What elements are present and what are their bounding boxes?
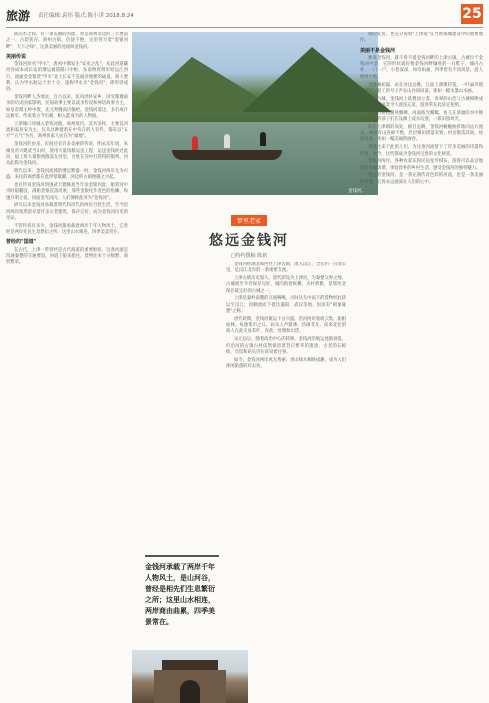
paragraph: 如今，金钱河两岸风光秀丽，青山绿水相映成趣，成为人们休闲旅游的好去处。 — [226, 357, 346, 369]
page-number-badge: 25 — [462, 6, 482, 22]
paragraph: 上津是秦岭南麓的交通咽喉，古时从关中南下的货物经此转运至汉江，再顺流而下抵达襄阳、武汉等地，因而有"朝秦暮楚"之称。 — [226, 296, 346, 315]
paragraph: 要说金钱河，就不得不提金钱河畔的上津古镇。古城位于金钱河中游，它的形状就好像金钱河畔镶进的一只鞋子，城内古朴，一门一户，小巷深深，如诗如画，四季皆有不同风景，游人络绎不绝。 — [360, 55, 483, 80]
paragraph: 远望古城，金钱河上依偎而立着，青翠的山峦与古城相映成趣，秀丽的风景令人流连忘返，游客常在此驻足拍照。 — [360, 96, 483, 108]
paragraph: 也有传说金钱河周围武大德修真当年送金银到此，船到河中央时船翻沉，满船金银沉落河底，那些金银化作金色的鱼鳞，每逢月明之夜，河面金光闪闪，人们便称此河为"金钱河"。 — [6, 183, 128, 201]
article-title-block — [186, 208, 312, 259]
paragraph: 站在上津镇的高处，极目远眺，金钱河蜿蜒曲折地向远方流去，两岸青山连绵不绝，层层梯田错落有致，村舍散落其间，炊烟袅袅，宛如一幅美丽的画卷。 — [360, 124, 483, 143]
article-column-3 — [360, 32, 483, 698]
pull-quote: 金钱河承载了两岸千年人物风土，是山河谷，曾经是相先们生息繁衍之所；这里山水相连，两岸商由曲累，四季美景常在。 — [145, 555, 219, 660]
paragraph: 宋元以后，随着政治中心的转移，金钱河的航运逐渐衰落，但沿河的古镇古村依然保留着昔日繁华的遗迹，古老的石板街、会馆和码头仍在诉说着往事。 — [226, 337, 346, 355]
photo-caption: 金钱河。 — [348, 189, 366, 194]
paragraph: 周的发货，也充分说明"上津道"在当时都城建设中的重要地位。 — [360, 32, 483, 44]
paragraph: 金钱河畔人杰地灵，自古以来，民风淳朴安乡，因受制豫战争的历史国家影响，民间故事主要以战争传说和神话故事为主，如皇帝派主岭中殷，先元拜腾高臣输给。金钱河道边，多有成片远树军，传说着古今历朝，相入能成为的人物演。 — [6, 95, 128, 120]
paragraph: 研究以来金钱河承载着明代和清代的两岸百姓生活，至今沿河两岸依然留存着许多古老建筑，保存完好，成为金钱河历史的见证。 — [6, 203, 128, 222]
paragraph: 金钱河原名"甲水"，唐初中期发生"安史之乱"，从此河道藏河谷成本成长安的漕运通道路口中枢，东南物资明军经运江西行，流通金金银货"甲水"北上长安不是通济便捷的通道。商人要利，认为甲水航运十水十分，遂称甲水为"金钱河"，即形语成俗。 — [6, 62, 128, 93]
gate-arch — [180, 680, 200, 703]
paragraph: 上津城口河城入金钱河地，商州境内，其名多样，主要以河流和家居安为主，仅从这种建筑在中央在的人有些，都有以"五方""五气"为名，商州客家人民在为"福地"。 — [6, 121, 128, 140]
river-photo — [132, 32, 378, 195]
paragraph: 悠远的金钱河，是一条充满传奇色彩的河流，也是一条美丽的河流，它将永远流淌在人们的心中。 — [360, 173, 483, 185]
section-heading: 美丽不是金钱河 — [360, 47, 396, 54]
header-divider — [6, 27, 483, 28]
section-name: 旅游 — [6, 9, 31, 23]
paragraph: 金钱河经湖北郧西县上津古镇，流入汉江，全长约一百余公里，是汉江北岸的一条重要支流。 — [226, 262, 346, 274]
paragraph: 金钱河两岸，各种农家乐和民宿星罗棋布，游客可以品尝地道的农家饭菜，体验淳朴的乡村生活，感受金钱河的独特魅力。 — [360, 159, 483, 171]
paragraph: 当晨曦初露，站在河边远眺，江面上薄雾轻笼，一叶扁舟缓缓驶过，船工的号子声在山谷间回荡，犹如一幅水墨山水画。 — [360, 82, 483, 94]
photo-person — [260, 132, 266, 146]
article-column-1 — [6, 32, 128, 698]
paragraph: 金钱河的由来，民间还有许多美丽的传说，明永乐年间，朱棣皇帝兴建武当山时，使用大量钱粮运送工程，运送金钱经过此河，船工将大量银两散落在河里，百姓在河中打捞得的银两，河从此称为金钱河。 — [6, 142, 128, 167]
photo-person — [192, 136, 198, 150]
section-heading: 曾经的"国道" — [6, 239, 37, 246]
article-byline: □特约撰稿 陈新 — [230, 253, 268, 259]
paragraph: 在古代，上津一带曾经是古代商道的重要枢纽，这条河流是沟通秦楚的交通要道，河道上船来船往，货物往来十分频繁，商贸繁荣。 — [6, 247, 128, 266]
paragraph: 陕山水之间，有一条美丽的河流，曾是商州北边的三大要道之一，古韵犹存。商州古街，信使不绝，这里曾写着"金银河畔"，天下之绿"，这条美丽的河流叫金钱河。 — [6, 32, 128, 50]
paragraph: 明代以来，金钱河流域的漕运繁盛一时，金钱河两岸尤为兴盛，来往的商贾都在此停留歇脚，河边的古镇便随之兴起。 — [6, 168, 128, 181]
photo-person — [224, 134, 230, 148]
photo-boat — [172, 150, 282, 160]
paragraph: 河边的柳枝随风飘拂，河面波光粼粼，鱼儿在清澈的水中嬉戏，河边的孩子们在浅滩上戏水玩耍，一派田园风光。 — [360, 110, 483, 123]
gate-roof — [162, 660, 218, 670]
ancient-gate-photo — [132, 650, 248, 703]
page-header — [6, 4, 483, 26]
paragraph: 上津古镇历史悠久，唐代即设为上津县，为秦楚交界之地，古城墙至今仍保存完好，城内街巷纵横，古朴典雅，是鄂西北保存最完好的古城之一。 — [226, 276, 346, 294]
article-title: 悠远金钱河 — [209, 233, 289, 249]
section-heading: 美丽传说 — [6, 53, 27, 60]
paragraph: 唐代时期，金钱河航运十分兴盛，沿河两岸客商云集，船帆如林。每逢集市之日，码头人声鼎沸，热闹非凡，南来北往的商人在此交易茶叶、食盐、丝绸和山货。 — [226, 316, 346, 335]
paragraph: 不管传说有多少，金钱河都承载着两岸千年人物风土，它曾经是两岸先民生息繁衍之所，这里山水相连，四季美景常在。 — [6, 223, 128, 236]
header-meta: 责任编辑:袁伟 版式:陈小讲 2018.8.24 — [38, 13, 134, 19]
article-column-2 — [226, 262, 346, 698]
paragraph: 曾经往来于此的人们，为这条河流留下了许多美丽的诗篇和传说，如今，这些都成为金钱河宝贵的文化财富。 — [360, 145, 483, 157]
column-tag: 梦里老家 — [231, 215, 267, 226]
